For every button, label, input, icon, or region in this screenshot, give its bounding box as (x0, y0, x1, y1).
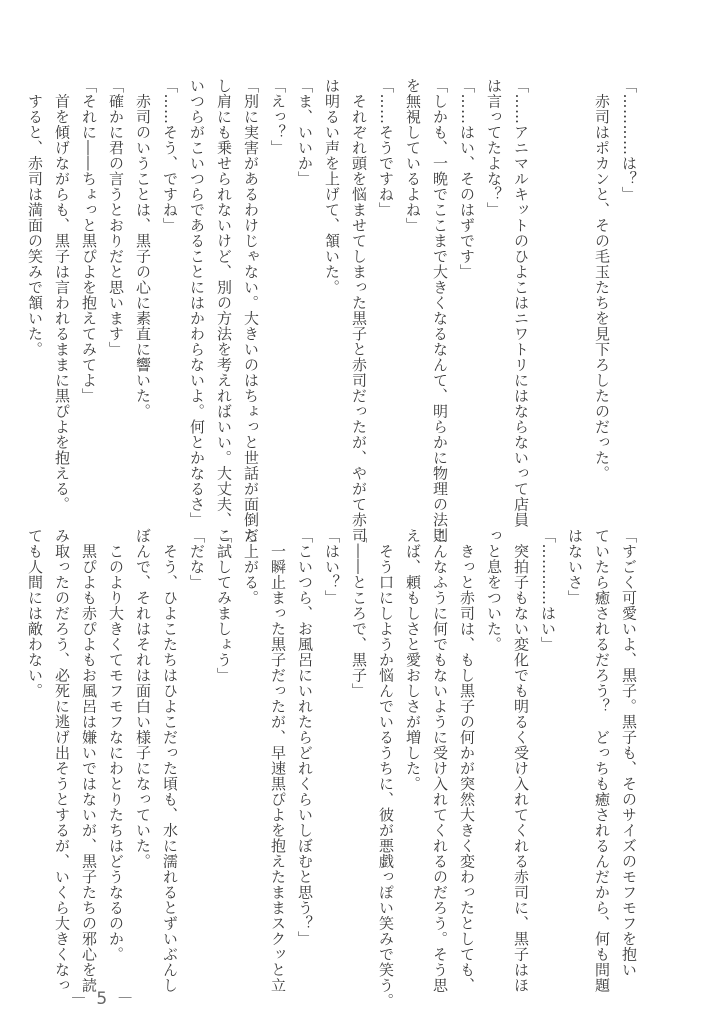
text-line: 「……そうですね」 (377, 78, 395, 218)
text-line: 突拍子もない変化でも明るく受け入れてくれる赤司に、黒子はほ (512, 528, 530, 993)
text-line: 「……そう、ですね」 (161, 78, 179, 233)
text-line: 「それに――ちょっと黒ぴよを抱えてみてよ」 (80, 78, 98, 404)
text-line: そう口にしようか悩んでいるうちに、彼が悪戯っぽい笑みで笑う。 (377, 528, 395, 1009)
text-line: このより大きくてモフモフなにわとりたちはどうなるのか。 (107, 528, 125, 962)
text-line: 赤司のいうことは、黒子の心に素直に響いた。 (134, 78, 152, 419)
text-line: こんなふうに何でもないように受け入れてくれるのだろう。そう思 (431, 528, 449, 993)
upper-text-block (21, 78, 642, 543)
text-line: ぼんで、それはそれは面白い様子になっていた。 (134, 528, 152, 869)
text-line: 「はい？」 (323, 528, 341, 606)
text-line: 「…………はい」 (539, 528, 557, 652)
text-line: ても人間には敵わない。 (26, 528, 44, 699)
text-line: み取ったのだろう、必死に逃げ出そうとするが、いくら大きくなっ (53, 528, 71, 993)
text-line: 首を傾げながらも、黒子は言われるままに黒ぴよを抱える。 (53, 78, 71, 512)
text-line: 「……はい、そのはずです」 (458, 78, 476, 280)
text-line: 「すごく可愛いよ、黒子。黒子も、そのサイズのモフモフを抱い (620, 528, 638, 978)
text-line: ち上がる。 (242, 528, 260, 606)
text-line: し肩にも乗せられないけど、別の方法を考えればいい。大丈夫、こ (215, 78, 233, 543)
text-line: は言ってたよな？」 (485, 78, 503, 218)
text-line: そう、ひよこたちはひよこだった頃も、水に濡れるとずいぶんし (161, 528, 179, 993)
lower-text-block (21, 528, 642, 1009)
text-line: ていたら癒されるだろう？ どっちも癒されるんだから、何も問題 (593, 528, 611, 993)
text-line: それぞれ頭を悩ませてしまった黒子と赤司だったが、やがて赤司 (350, 78, 368, 543)
text-line: 「……アニマルキットのひよこはニワトリにはならないって店員 (512, 78, 530, 528)
text-line (561, 78, 588, 518)
text-line: 「…………は？」 (620, 78, 638, 202)
text-line: えば、頼もしさと愛おしさが増した。 (404, 528, 422, 792)
text-line: 黒ぴよも赤ぴよもお風呂は嫌いではないが、黒子たちの邪心を読 (80, 528, 98, 993)
text-line: 「だな」 (188, 528, 206, 590)
text-line: 一瞬止まった黒子だったが、早速黒ぴよを抱えたままスクッと立 (269, 528, 287, 993)
text-line: いつらがこいつらであることにはかわらないよ。何とかなるさ」 (188, 78, 206, 528)
text-line: 「試してみましょう」 (215, 528, 233, 683)
text-line: 「えっ？」 (269, 78, 287, 156)
text-line (534, 78, 561, 518)
text-line: きっと赤司は、もし黒子の何かが突然大きく変わったとしても、 (458, 528, 476, 993)
text-line: 「こいつら、お風呂にいれたらどれくらいしぼむと思う？」 (296, 528, 314, 947)
text-line: 「別に実害があるわけじゃない。大きいのはちょっと世話が面倒だ (242, 78, 260, 543)
page-number: － 5 － (70, 989, 136, 1009)
text-line: は明るい声を上げて、頷いた。 (323, 78, 341, 295)
text-line: はないさ」 (566, 528, 584, 606)
text-line: 「――ところで、黒子」 (350, 528, 368, 699)
text-line: を無視しているよね」 (404, 78, 422, 233)
text-line: すると、赤司は満面の笑みで頷いた。 (26, 78, 44, 357)
text-line: っと息をついた。 (485, 528, 503, 652)
text-line: 「ま、いいか」 (296, 78, 314, 187)
text-line: 「確かに君の言うとおりだと思います」 (107, 78, 125, 357)
text-line: 「しかも、一晩でここまで大きくなるなんて、明らかに物理の法則 (431, 78, 449, 543)
text-line: 赤司はポカンと、その毛玉たちを見下ろしたのだった。 (593, 78, 611, 481)
